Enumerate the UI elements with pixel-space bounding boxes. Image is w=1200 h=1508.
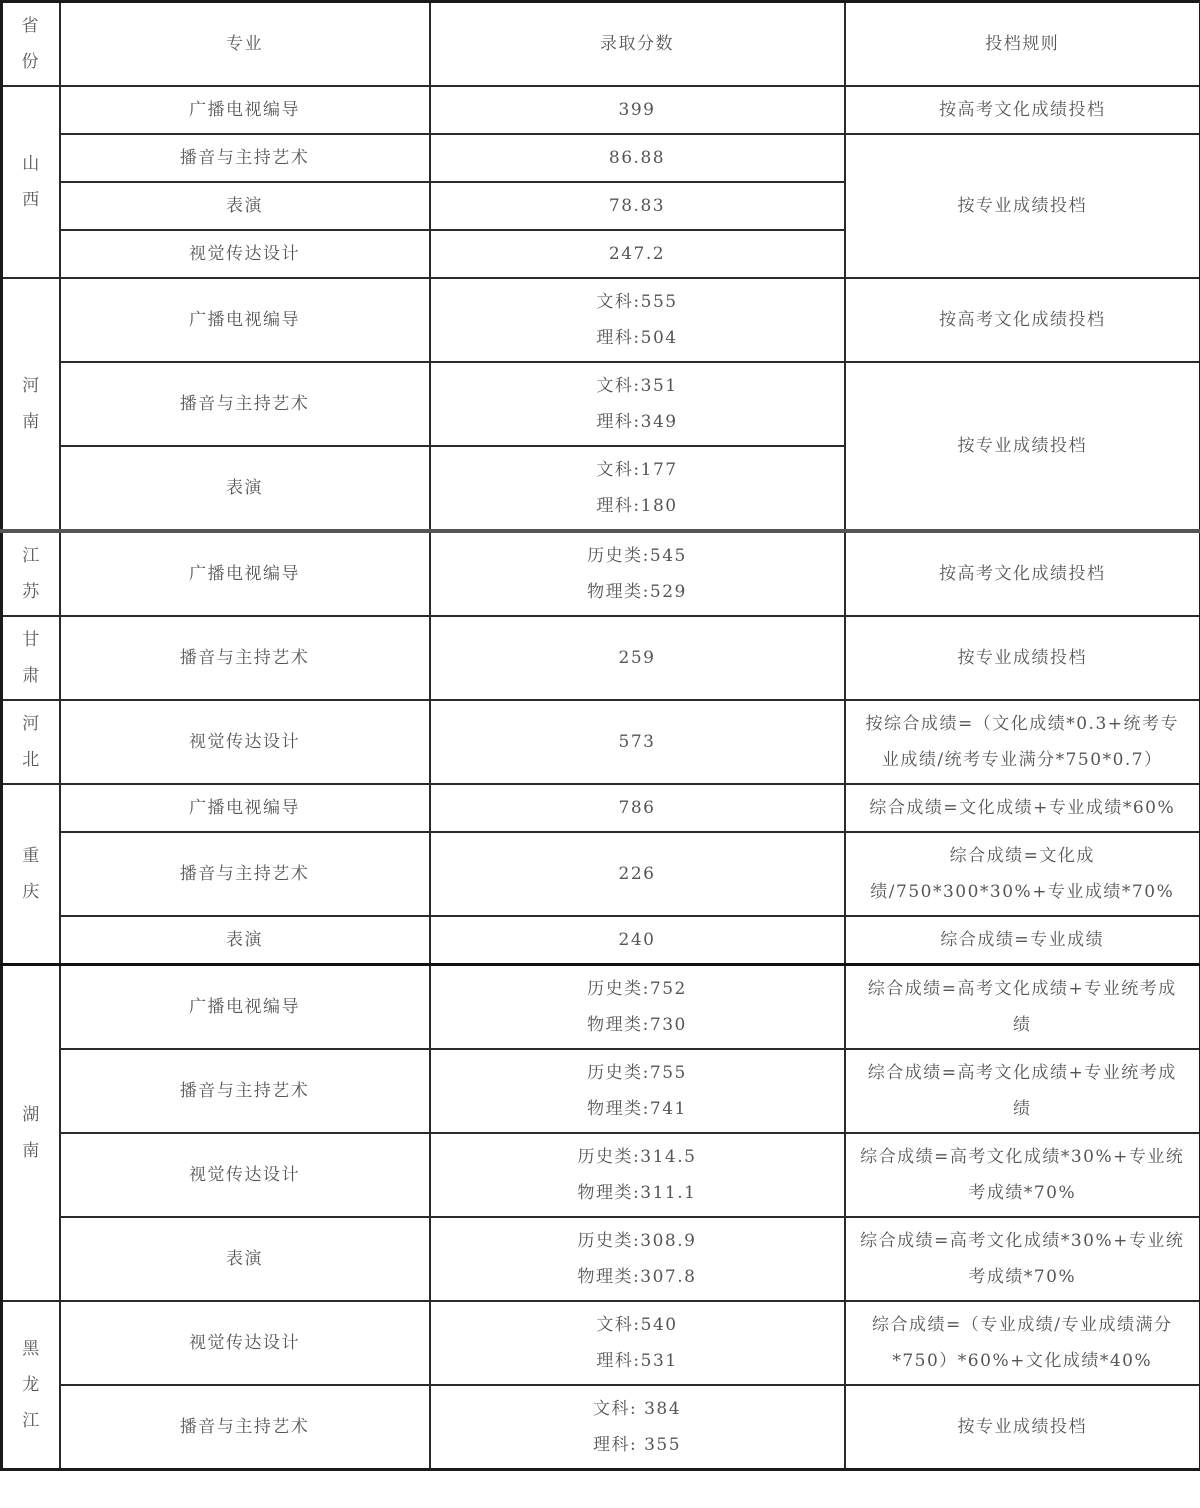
score-line: 物理类:307.8 xyxy=(577,1267,697,1287)
province-cell-henan xyxy=(2,278,60,531)
rule-cell: 按高考文化成绩投档 xyxy=(845,531,1200,616)
rule-cell: 按综合成绩=（文化成绩*0.3+统考专业成绩/统考专业满分*750*0.7） xyxy=(845,700,1200,784)
score-cell: 226 xyxy=(430,832,845,916)
score-cell: 259 xyxy=(430,616,845,700)
province-cell-jiangsu xyxy=(2,531,60,616)
header-rule: 投档规则 xyxy=(845,2,1200,87)
major-cell: 播音与主持艺术 xyxy=(60,832,430,916)
rule-cell: 综合成绩=（专业成绩/专业成绩满分*750）*60%+文化成绩*40% xyxy=(845,1301,1200,1385)
province-label: 江苏 xyxy=(22,546,40,602)
table-row xyxy=(2,134,1200,182)
score-line: 理科: 355 xyxy=(592,1435,682,1455)
major-cell: 播音与主持艺术 xyxy=(60,1385,430,1470)
score-line: 理科:180 xyxy=(596,496,678,516)
table-row xyxy=(2,362,1200,446)
score-line: 理科:504 xyxy=(596,328,678,348)
province-label: 湖南 xyxy=(22,1105,40,1161)
rule-cell: 综合成绩=高考文化成绩*30%+专业统考成绩*70% xyxy=(845,1217,1200,1301)
score-line: 文科:351 xyxy=(596,376,678,396)
major-cell: 播音与主持艺术 xyxy=(60,362,430,446)
major-cell: 视觉传达设计 xyxy=(60,1133,430,1217)
table-row xyxy=(2,1301,1200,1385)
major-cell: 视觉传达设计 xyxy=(60,230,430,278)
major-cell: 广播电视编导 xyxy=(60,278,430,362)
table-row xyxy=(2,278,1200,362)
score-line: 历史类:752 xyxy=(587,979,687,999)
score-line: 理科:349 xyxy=(596,412,678,432)
rule-cell: 按专业成绩投档 xyxy=(845,362,1200,531)
score-cell xyxy=(430,362,845,446)
score-cell xyxy=(430,1217,845,1301)
score-cell: 78.83 xyxy=(430,182,845,230)
province-cell-shanxi xyxy=(2,86,60,278)
score-line: 文科: 384 xyxy=(592,1399,682,1419)
table-row xyxy=(2,1217,1200,1301)
rule-cell: 按专业成绩投档 xyxy=(845,616,1200,700)
score-line: 物理类:741 xyxy=(587,1099,687,1119)
score-cell: 240 xyxy=(430,916,845,965)
major-cell: 播音与主持艺术 xyxy=(60,616,430,700)
header-major: 专业 xyxy=(60,2,430,87)
table-row xyxy=(2,1049,1200,1133)
province-label: 重庆 xyxy=(22,846,40,902)
score-line: 历史类:314.5 xyxy=(577,1147,697,1167)
header-province xyxy=(2,2,60,87)
rule-cell: 综合成绩=高考文化成绩*30%+专业统考成绩*70% xyxy=(845,1133,1200,1217)
score-cell xyxy=(430,1133,845,1217)
score-cell: 247.2 xyxy=(430,230,845,278)
table-row xyxy=(2,531,1200,616)
table-row xyxy=(2,784,1200,832)
major-cell: 播音与主持艺术 xyxy=(60,134,430,182)
table-row xyxy=(2,832,1200,916)
table-row xyxy=(2,86,1200,134)
major-cell: 播音与主持艺术 xyxy=(60,1049,430,1133)
rule-cell: 按高考文化成绩投档 xyxy=(845,278,1200,362)
rule-cell: 按高考文化成绩投档 xyxy=(845,86,1200,134)
score-cell xyxy=(430,278,845,362)
score-line: 文科:177 xyxy=(596,460,678,480)
score-cell xyxy=(430,1301,845,1385)
major-cell: 广播电视编导 xyxy=(60,965,430,1050)
score-line: 文科:540 xyxy=(596,1315,678,1335)
rule-cell: 综合成绩=高考文化成绩+专业统考成绩 xyxy=(845,1049,1200,1133)
province-label: 山西 xyxy=(22,154,40,210)
score-cell xyxy=(430,531,845,616)
major-cell: 表演 xyxy=(60,1217,430,1301)
table-row xyxy=(2,616,1200,700)
score-cell xyxy=(430,446,845,531)
major-cell: 广播电视编导 xyxy=(60,86,430,134)
header-score: 录取分数 xyxy=(430,2,845,87)
score-line: 历史类:308.9 xyxy=(577,1231,697,1251)
major-cell: 表演 xyxy=(60,182,430,230)
major-cell: 表演 xyxy=(60,916,430,965)
score-cell xyxy=(430,1385,845,1470)
rule-cell: 按专业成绩投档 xyxy=(845,1385,1200,1470)
rule-cell: 综合成绩=专业成绩 xyxy=(845,916,1200,965)
rule-cell: 按专业成绩投档 xyxy=(845,134,1200,278)
rule-cell: 综合成绩=文化成绩/750*300*30%+专业成绩*70% xyxy=(845,832,1200,916)
rule-cell: 综合成绩=文化成绩+专业成绩*60% xyxy=(845,784,1200,832)
province-label: 甘肃 xyxy=(22,630,40,686)
table-row xyxy=(2,1385,1200,1470)
major-cell: 视觉传达设计 xyxy=(60,700,430,784)
major-cell: 广播电视编导 xyxy=(60,531,430,616)
major-cell: 广播电视编导 xyxy=(60,784,430,832)
rule-cell: 综合成绩=高考文化成绩+专业统考成绩 xyxy=(845,965,1200,1050)
score-line: 物理类:311.1 xyxy=(577,1183,697,1203)
province-label: 河北 xyxy=(22,714,40,770)
score-line: 物理类:730 xyxy=(587,1015,687,1035)
score-line: 理科:531 xyxy=(596,1351,678,1371)
province-label: 河南 xyxy=(22,376,40,432)
province-cell-chongqing xyxy=(2,784,60,965)
major-cell: 表演 xyxy=(60,446,430,531)
province-cell-gansu xyxy=(2,616,60,700)
score-line: 历史类:755 xyxy=(587,1063,687,1083)
province-cell-hunan xyxy=(2,965,60,1302)
province-cell-hebei xyxy=(2,700,60,784)
score-cell: 786 xyxy=(430,784,845,832)
score-cell: 86.88 xyxy=(430,134,845,182)
table-row xyxy=(2,916,1200,965)
major-cell: 视觉传达设计 xyxy=(60,1301,430,1385)
province-cell-heilongjiang xyxy=(2,1301,60,1470)
score-cell: 399 xyxy=(430,86,845,134)
score-cell xyxy=(430,1049,845,1133)
header-province-label: 省份 xyxy=(21,16,40,72)
province-label: 黑龙江 xyxy=(22,1339,40,1431)
table-row xyxy=(2,700,1200,784)
score-cell xyxy=(430,965,845,1050)
score-cell: 573 xyxy=(430,700,845,784)
score-line: 历史类:545 xyxy=(587,546,687,566)
table-row xyxy=(2,1133,1200,1217)
score-line: 文科:555 xyxy=(596,292,678,312)
score-line: 物理类:529 xyxy=(587,582,687,602)
header-row xyxy=(2,2,1200,87)
table-row xyxy=(2,965,1200,1050)
